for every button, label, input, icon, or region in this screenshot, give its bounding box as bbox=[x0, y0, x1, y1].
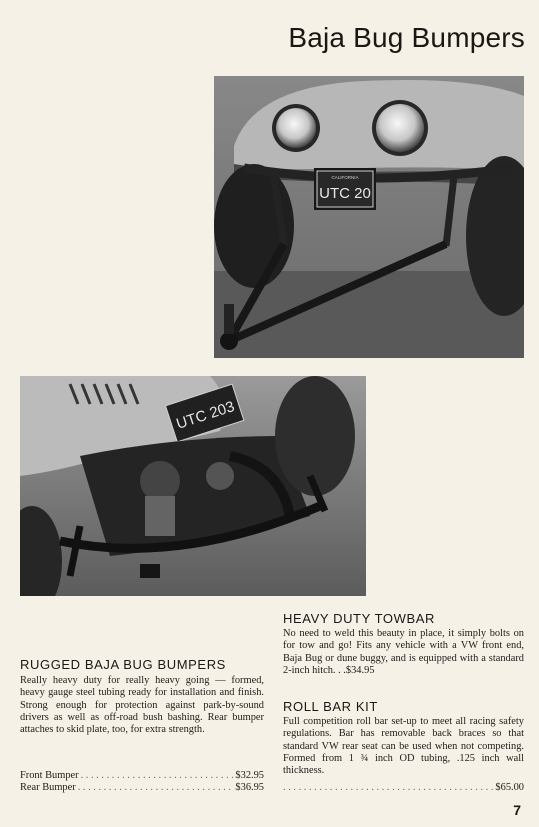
bumper-price-list bbox=[20, 770, 264, 795]
price-value-rear: $36.95 bbox=[235, 782, 264, 794]
rollbar-price: $65.00 bbox=[495, 782, 524, 793]
front-bumper-towbar-photo bbox=[214, 76, 524, 358]
leader-dots bbox=[81, 770, 234, 782]
towbar-heading: HEAVY DUTY TOWBAR bbox=[283, 611, 436, 626]
rollbar-heading: ROLL BAR KIT bbox=[283, 699, 378, 714]
price-item-front: Front Bumper bbox=[20, 770, 79, 781]
leader-dots bbox=[78, 782, 234, 794]
plate-state: CALIFORNIA bbox=[331, 175, 359, 180]
rugged-bumpers-body: Really heavy duty for really heavy going — formed, heavy gauge steel tubing ready for installation and finish. Strong enough for protection against park-by-sound drivers as well as off-road bush bashing. Rear bumper attaches to skid plate, too, for extra strength. bbox=[20, 675, 264, 736]
leader-dots bbox=[283, 782, 493, 793]
price-value-front: $32.95 bbox=[235, 770, 264, 781]
rollbar-body: Full competition roll bar set-up to meet all racing safety regulations. Bar has removable back braces so that standard VW rear seat can be used when not competing. Formed from 1 ¾ inch OD tubing, .125 inch wall thickness. bbox=[283, 716, 524, 777]
price-item-rear: Rear Bumper bbox=[20, 782, 76, 794]
towbar-body: No need to weld this beauty in place, it simply bolts on for tow and go! Fits any vehicle with a VW front end, Baja Bug or dune buggy, and is equipped with a standard 2-inch hitch. . .$34.95 bbox=[283, 628, 524, 676]
rear-bumper-photo bbox=[20, 376, 366, 596]
front-plate: UTC 20 bbox=[319, 185, 371, 202]
page-title: Baja Bug Bumpers bbox=[288, 22, 525, 53]
price-row-front bbox=[20, 770, 264, 782]
price-row-rear bbox=[20, 782, 264, 794]
rugged-bumpers-heading: RUGGED BAJA BUG BUMPERS bbox=[20, 657, 226, 672]
page-number: 7 bbox=[513, 802, 521, 818]
rear-plate: UTC 203 bbox=[174, 398, 237, 433]
rollbar-price-row bbox=[283, 782, 524, 793]
